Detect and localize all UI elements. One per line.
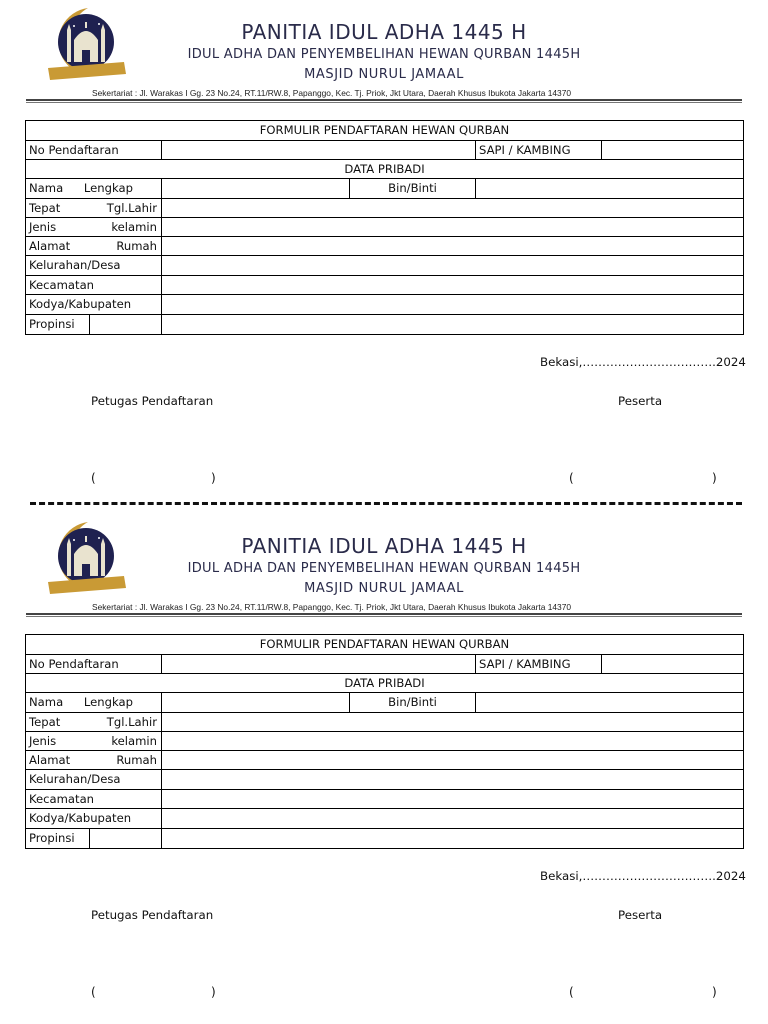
name-field[interactable] — [162, 693, 350, 713]
birth-field[interactable] — [162, 199, 744, 218]
registration-table — [25, 634, 744, 849]
form-title: FORMULIR PENDAFTARAN HEWAN QURBAN — [26, 121, 744, 141]
city-label: Kodya/Kabupaten — [26, 295, 162, 315]
bin-binti-label: Bin/Binti — [350, 179, 476, 199]
district-label: Kecamatan — [26, 276, 162, 295]
animal-type-field[interactable] — [602, 141, 744, 160]
mosque-name: MASJID NURUL JAMAAL — [304, 67, 464, 82]
officer-sign-open: ( — [91, 471, 96, 485]
form-title: FORMULIR PENDAFTARAN HEWAN QURBAN — [26, 635, 744, 655]
address-label: Alamat Rumah — [26, 751, 162, 770]
participant-sign-close: ) — [712, 985, 717, 999]
officer-label: Petugas Pendaftaran — [91, 908, 214, 922]
reg-no-field[interactable] — [162, 141, 476, 160]
place-date: Bekasi,…………………………….2024 — [540, 355, 746, 369]
province-code-field[interactable] — [90, 829, 162, 849]
gender-label: Jenis kelamin — [26, 732, 162, 751]
participant-label: Peserta — [618, 394, 663, 408]
place-date: Bekasi,…………………………….2024 — [540, 869, 746, 883]
registration-form-1 — [0, 0, 768, 500]
reg-no-label: No Pendaftaran — [26, 655, 162, 674]
birth-label: Tepat Tgl.Lahir — [26, 199, 162, 218]
personal-data-header: DATA PRIBADI — [26, 160, 744, 179]
reg-no-label: No Pendaftaran — [26, 141, 162, 160]
header-divider — [26, 99, 742, 101]
city-field[interactable] — [162, 295, 744, 315]
bin-binti-label: Bin/Binti — [350, 693, 476, 713]
gender-field[interactable] — [162, 218, 744, 237]
mosque-name: MASJID NURUL JAMAAL — [304, 581, 464, 596]
mosque-logo-icon — [44, 518, 126, 600]
participant-sign-open: ( — [569, 985, 574, 999]
animal-type-label: SAPI / KAMBING — [476, 141, 602, 160]
birth-field[interactable] — [162, 713, 744, 732]
header-divider-thin — [26, 102, 742, 103]
secretariat-address: Sekertariat : Jl. Warakas I Gg. 23 No.24, RT.11/RW.8, Papanggo, Kec. Tj. Priok, Jkt Utara, Daerah Khusus Ibukota Jakarta 14370 — [92, 88, 572, 98]
address-field[interactable] — [162, 237, 744, 256]
officer-sign-close: ) — [211, 471, 216, 485]
province-code-field[interactable] — [90, 315, 162, 335]
secretariat-address: Sekertariat : Jl. Warakas I Gg. 23 No.24, RT.11/RW.8, Papanggo, Kec. Tj. Priok, Jkt Utara, Daerah Khusus Ibukota Jakarta 14370 — [92, 602, 572, 612]
gender-field[interactable] — [162, 732, 744, 751]
village-label: Kelurahan/Desa — [26, 770, 162, 790]
page-title: PANITIA IDUL ADHA 1445 H — [241, 20, 527, 44]
province-label: Propinsi — [26, 315, 90, 335]
cut-line — [30, 502, 742, 505]
participant-sign-open: ( — [569, 471, 574, 485]
officer-sign-open: ( — [91, 985, 96, 999]
village-label: Kelurahan/Desa — [26, 256, 162, 276]
address-field[interactable] — [162, 751, 744, 770]
reg-no-field[interactable] — [162, 655, 476, 674]
bin-binti-field[interactable] — [476, 693, 744, 713]
city-label: Kodya/Kabupaten — [26, 809, 162, 829]
village-field[interactable] — [162, 770, 744, 790]
village-field[interactable] — [162, 256, 744, 276]
animal-type-field[interactable] — [602, 655, 744, 674]
province-field[interactable] — [162, 829, 744, 849]
district-field[interactable] — [162, 276, 744, 295]
header-divider — [26, 613, 742, 615]
mosque-logo-icon — [44, 4, 126, 86]
participant-sign-close: ) — [712, 471, 717, 485]
page-subtitle: IDUL ADHA DAN PENYEMBELIHAN HEWAN QURBAN 1445H — [187, 47, 581, 62]
personal-data-header: DATA PRIBADI — [26, 674, 744, 693]
bin-binti-field[interactable] — [476, 179, 744, 199]
header-divider-thin — [26, 616, 742, 617]
registration-form-2 — [0, 514, 768, 1014]
participant-label: Peserta — [618, 908, 663, 922]
name-label: Nama Lengkap — [26, 179, 162, 199]
animal-type-label: SAPI / KAMBING — [476, 655, 602, 674]
name-field[interactable] — [162, 179, 350, 199]
page-title: PANITIA IDUL ADHA 1445 H — [241, 534, 527, 558]
province-field[interactable] — [162, 315, 744, 335]
name-label: Nama Lengkap — [26, 693, 162, 713]
registration-table — [25, 120, 744, 335]
district-field[interactable] — [162, 790, 744, 809]
address-label: Alamat Rumah — [26, 237, 162, 256]
city-field[interactable] — [162, 809, 744, 829]
birth-label: Tepat Tgl.Lahir — [26, 713, 162, 732]
province-label: Propinsi — [26, 829, 90, 849]
district-label: Kecamatan — [26, 790, 162, 809]
officer-sign-close: ) — [211, 985, 216, 999]
page-subtitle: IDUL ADHA DAN PENYEMBELIHAN HEWAN QURBAN 1445H — [187, 561, 581, 576]
officer-label: Petugas Pendaftaran — [91, 394, 214, 408]
gender-label: Jenis kelamin — [26, 218, 162, 237]
